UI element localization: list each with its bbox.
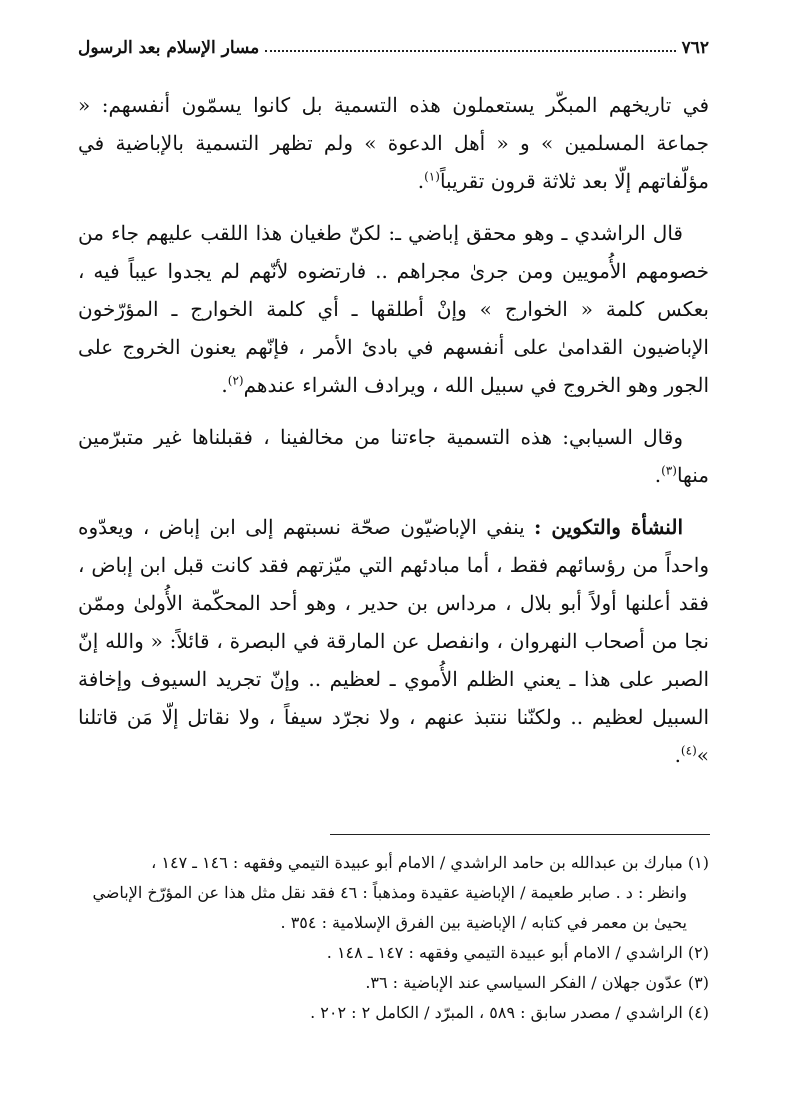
footnote-marker: (٢) — [227, 373, 244, 388]
page-number: ٧٦٢ — [681, 38, 709, 58]
footnote: (٣) عدّون جهلان / الفكر السياسي عند الإباضية : ٣٦. — [365, 973, 709, 992]
paragraph — [78, 86, 709, 200]
paragraph-end: . — [654, 463, 662, 487]
paragraph-end: . — [674, 743, 681, 767]
paragraph-text: وقال السيابي: هذه التسمية جاءتنا من مخالفينا ، فقبلناها غير متبرّمين منها — [78, 425, 709, 487]
footnote-marker: (١) — [424, 169, 440, 184]
paragraph-text: ينفي الإباضيّون صحّة نسبتهم إلى ابن إباض ، ويعدّوه واحداً من رؤسائهم فقط ، أما مبادئهم التي ميّزتهم فقد كانت قبل ابن إباض ، فقد أعلنها أولاً أبو بلال ، مرداس بن حدير ، وهو أحد المحكّمة الأُولىٰ وممّن نجا من أصحاب النهروان ، وانفصل عن المارقة في البصرة ، قائلاً: « والله إنّ الصبر على هذا ـ يعني الظلم الأُموي ـ لعظيم .. وإنّ تجريد السيوف وإخافة السبيل لعظيم .. ولكنّنا ننتبذ عنهم ، ولا نجرّد سيفاً ، ولا نقاتل إلّا مَن قاتلنا » — [78, 515, 709, 767]
footnote: (١) مبارك بن عبدالله بن حامد الراشدي / الامام أبو عبيدة التيمي وفقهه : ١٤٦ ـ ١٤٧ ، — [151, 853, 709, 872]
paragraph — [78, 214, 709, 404]
footnote-separator — [330, 834, 710, 835]
paragraph — [78, 508, 709, 774]
footnote-marker: (٣) — [661, 463, 677, 478]
paragraph-text: في تاريخهم المبكّر يستعملون هذه التسمية بل كانوا يسمّون أنفسهم: « جماعة المسلمين » و « أهل الدعوة » ولم تظهر التسمية بالإباضية في مؤلّفاتهم إلّا بعد ثلاثة قرون تقريباً — [78, 93, 709, 193]
paragraph-text: قال الراشدي ـ وهو محقق إباضي ـ: لكنّ طغيان هذا اللقب عليهم جاء من خصومهم الأُمويين ومن جرىٰ مجراهم .. فارتضوه لأنّهم لم يجدوا عيباً فيه ، بعكس كلمة « الخوارج » وإنْ أطلقها ـ أي كلمة الخوارج ـ المؤرّخون الإباضيون القدامىٰ على أنفسهم في بادئ الأمر ، فإنّهم يعنون الخروج على الجور وهو الخروج في سبيل الله ، ويرادف الشراء عندهم — [78, 221, 709, 397]
paragraph — [78, 418, 709, 494]
footnote-marker: (٤) — [680, 743, 697, 758]
footnote-continuation: وانظر : د . صابر طعيمة / الإباضية عقيدة ومذهباً : ٤٦ فقد نقل مثل هذا عن المؤرّخ الإباضي يحيىٰ بن معمر في كتابه / الإباضية بين الفرق الإسلامية : ٣٥٤ . — [92, 883, 687, 932]
main-text — [78, 86, 709, 788]
header-dot-leader — [265, 50, 675, 52]
running-header — [78, 28, 709, 58]
section-heading: النشأة والتكوين : — [534, 515, 683, 539]
running-title: مسار الإسلام بعد الرسول — [78, 38, 260, 58]
paragraph-end: . — [221, 373, 228, 397]
footnote: (٤) الراشدي / مصدر سابق : ٥٨٩ ، المبرّد / الكامل ٢ : ٢٠٢ . — [310, 1003, 709, 1022]
footnotes — [78, 848, 709, 1028]
paragraph-end: . — [417, 169, 425, 193]
footnote: (٢) الراشدي / الامام أبو عبيدة التيمي وفقهه : ١٤٧ ـ ١٤٨ . — [326, 943, 709, 962]
